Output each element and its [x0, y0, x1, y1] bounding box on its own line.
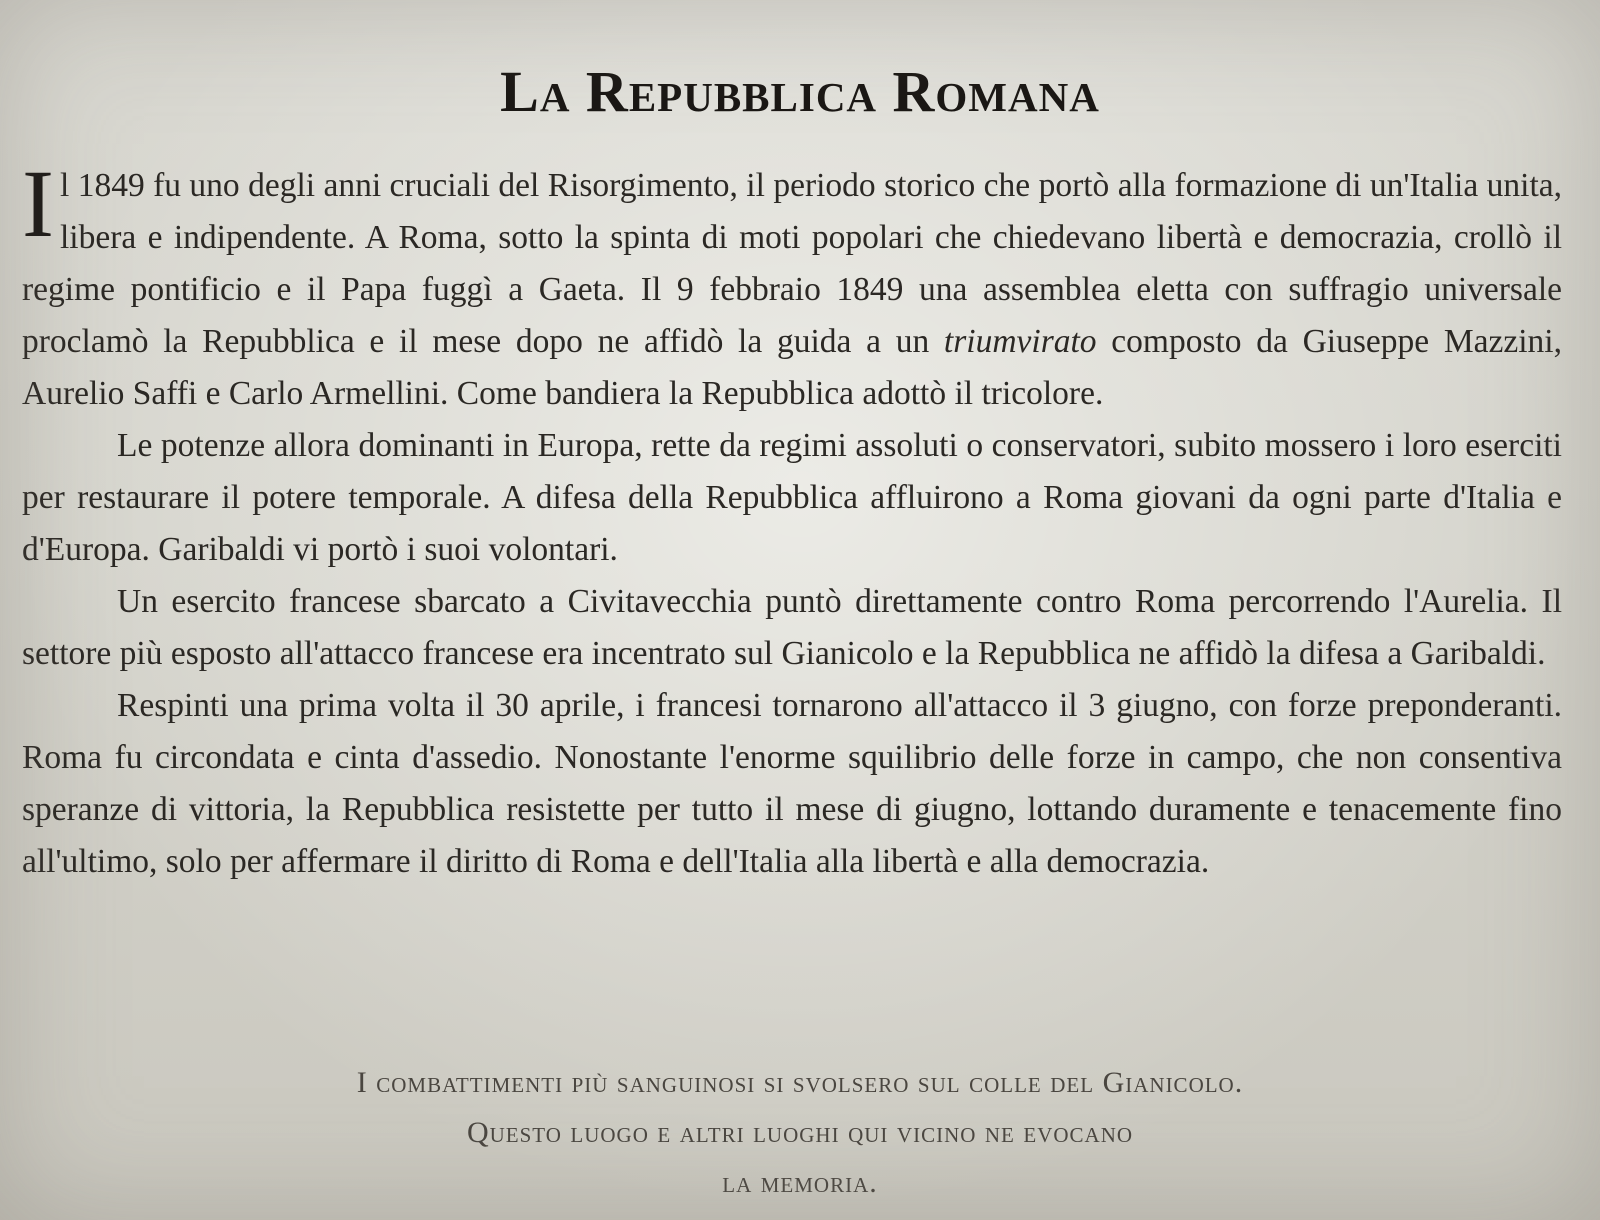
paragraph-2: Le potenze allora dominanti in Europa, rette da regimi assoluti o conservatori, subito mossero i loro eserciti per restaurare il potere temporale. A difesa della Repubblica affluirono a Roma giovani da ogni parte d'Italia e d'Europa. Garibaldi vi portò i suoi volontari.	[22, 427, 1562, 568]
paragraph-1-text-a: l 1849 fu uno degli anni cruciali del Risorgimento, il periodo storico che portò alla formazione di un'Italia unita, libera e indipendente. A Roma, sotto la spinta di moti popolari che chiedevano libertà e democrazia, crollò il regime pontificio e il Papa fuggì a Gaeta. Il 9 febbraio 1849 una assemblea eletta con suffragio universale proclamò la Repubblica e il mese dopo ne affidò la guida a un	[22, 167, 1562, 360]
paragraph-1-text-b: composto da Giuseppe Mazzini, Aurelio Saffi e Carlo Armellini. Come bandiera la Repubblica adottò il tricolore.	[22, 323, 1562, 412]
caption-line-3: la memoria.	[722, 1166, 878, 1199]
paragraph-1	[22, 150, 1562, 420]
caption-line-2: Questo luogo e altri luoghi qui vicino ne evocano	[466, 1116, 1134, 1149]
paragraph-1-emphasis: triumvirato	[943, 323, 1097, 360]
page-title: La Repubblica Romana	[500, 59, 1100, 124]
caption-line-1: I combattimenti più sanguinosi si svolsero sul colle del Gianicolo.	[356, 1066, 1244, 1099]
drop-cap: I	[22, 150, 54, 257]
body-text	[22, 150, 1562, 888]
paragraph-3: Un esercito francese sbarcato a Civitavecchia puntò direttamente contro Roma percorrendo l'Aurelia. Il settore più esposto all'attacco francese era incentrato sul Gianicolo e la Repubblica ne affidò la difesa a Garibaldi.	[22, 583, 1562, 672]
caption	[0, 1058, 1600, 1208]
paragraph-4: Respinti una prima volta il 30 aprile, i francesi tornarono all'attacco il 3 giugno, con forze preponderanti. Roma fu circondata e cinta d'assedio. Nonostante l'enorme squilibrio delle forze in campo, che non consentiva speranze di vittoria, la Repubblica resistette per tutto il mese di giugno, lottando duramente e tenacemente fino all'ultimo, solo per affermare il diritto di Roma e dell'Italia alla libertà e alla democrazia.	[22, 687, 1562, 880]
